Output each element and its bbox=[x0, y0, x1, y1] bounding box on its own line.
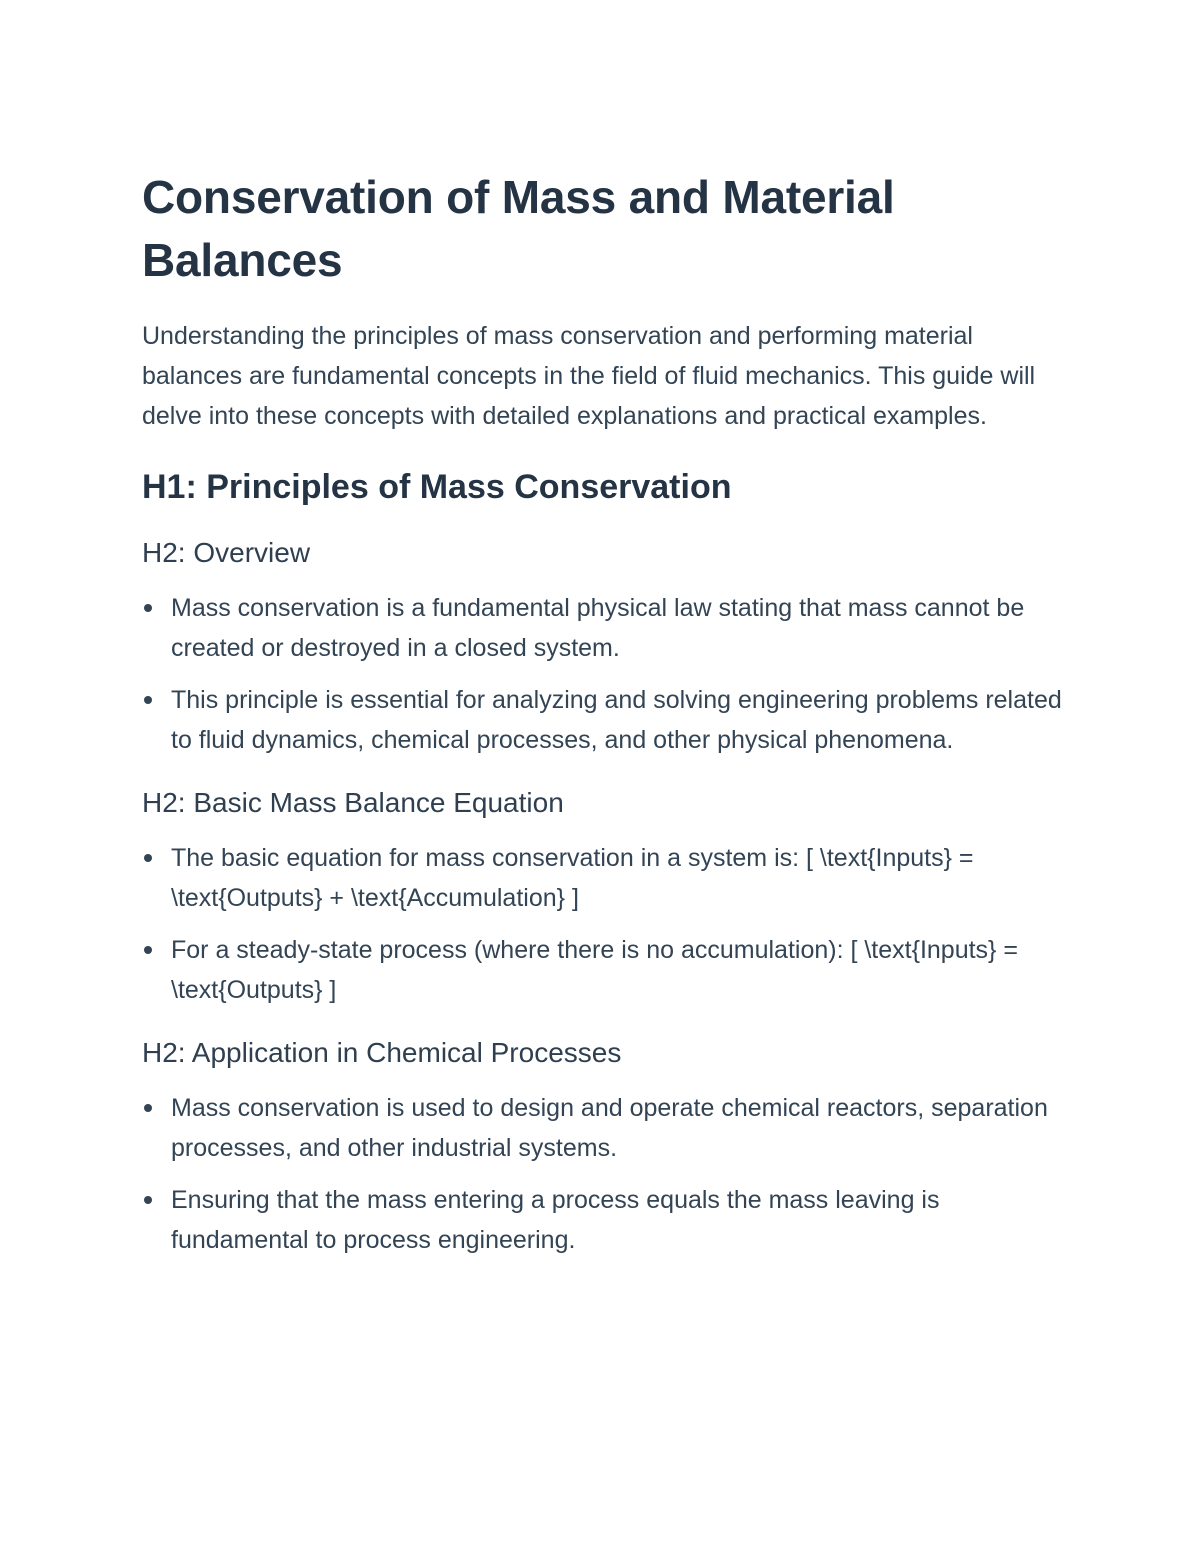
list-item bbox=[142, 930, 1067, 1010]
list-item-text: The basic equation for mass conservation in a system is: [ \text{Inputs} = \text{Outputs} + \text{Accumulation} ] bbox=[171, 844, 974, 912]
subheading-overview: H2: Overview bbox=[142, 537, 311, 568]
mass-balance-list bbox=[142, 838, 1067, 1010]
bullet-icon bbox=[144, 854, 152, 862]
intro-paragraph: Understanding the principles of mass conservation and performing material balances are fundamental concepts in the field of fluid mechanics. This guide will delve into these concepts with detailed explanations and practical examples. bbox=[142, 322, 1036, 430]
bullet-icon bbox=[144, 1196, 152, 1204]
bullet-icon bbox=[144, 696, 152, 704]
list-item bbox=[142, 680, 1067, 760]
bullet-icon bbox=[144, 946, 152, 954]
list-item-text: Mass conservation is a fundamental physical law stating that mass cannot be created or destroyed in a closed system. bbox=[171, 594, 1025, 662]
document-page bbox=[142, 166, 1067, 1260]
overview-list bbox=[142, 588, 1067, 760]
list-item bbox=[142, 838, 1067, 918]
section-heading-principles: H1: Principles of Mass Conservation bbox=[142, 468, 732, 506]
subheading-basic-mass-balance: H2: Basic Mass Balance Equation bbox=[142, 787, 564, 818]
subheading-chemical-processes: H2: Application in Chemical Processes bbox=[142, 1037, 622, 1068]
list-item bbox=[142, 1088, 1067, 1168]
list-item-text: Ensuring that the mass entering a process equals the mass leaving is fundamental to process engineering. bbox=[171, 1186, 940, 1254]
list-item-text: This principle is essential for analyzing and solving engineering problems related to fluid dynamics, chemical processes, and other physical phenomena. bbox=[171, 686, 1062, 754]
list-item bbox=[142, 1180, 1067, 1260]
list-item-text: Mass conservation is used to design and operate chemical reactors, separation processes, and other industrial systems. bbox=[171, 1094, 1048, 1162]
document-title: Conservation of Mass and Material Balances bbox=[142, 171, 895, 286]
list-item-text: For a steady-state process (where there is no accumulation): [ \text{Inputs} = \text{Outputs} ] bbox=[171, 936, 1018, 1004]
chemical-processes-list bbox=[142, 1088, 1067, 1260]
bullet-icon bbox=[144, 604, 152, 612]
bullet-icon bbox=[144, 1104, 152, 1112]
list-item bbox=[142, 588, 1067, 668]
